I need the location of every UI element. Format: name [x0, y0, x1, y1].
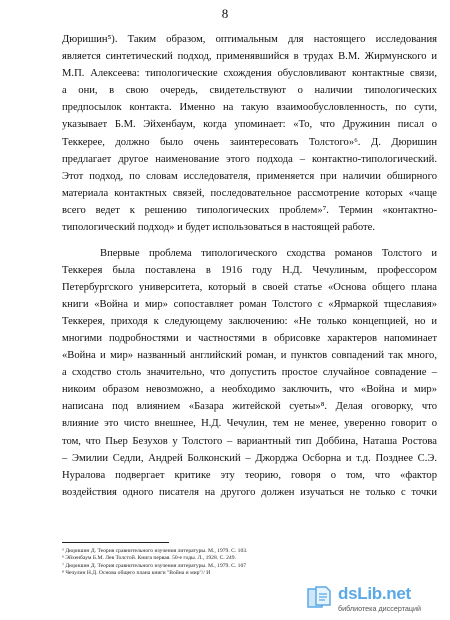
text-line: Нуралова подвергает критике эту теорию, говоря о том, что «фактор [62, 469, 437, 481]
text-line: воздействия одного писателя на другого должен изучаться не только с точки [62, 486, 437, 498]
footnote-divider [62, 542, 169, 543]
text-line: Теккерея, приходя к следующему заключению: «Не только концепцией, но и [62, 315, 437, 327]
paragraph-1 [62, 31, 437, 236]
text-line: Теккерея была поставлена в 1916 году Н.Д. Чечулиным, профессором [62, 264, 437, 276]
text-line: Петербургского университета, который в своей статье «Основа общего плана [62, 281, 437, 293]
footnotes [62, 548, 437, 578]
watermark-tagline: библиотека диссертаций [338, 604, 422, 613]
footnote: ⁵ Дюришин Д. Теория сравнительного изучения литературы. М., 1979. С. 103. [62, 548, 248, 554]
text-line: влияние это чисто внешнее, Н.Д. Чечулин, тем не менее, уверенно говорит о [62, 418, 437, 430]
page-number: 8 [221, 6, 229, 21]
text-line: Теккерее, должно было очень заинтересовать Толстого»⁶. Д. Дюришин [62, 136, 437, 148]
dslib-logo-icon [304, 585, 336, 611]
footnote: ⁷ Дюришин Д. Теория сравнительного изучения литературы. М., 1979. С. 107 [62, 562, 247, 569]
text-line: а они, в свою очередь, свидетельствуют о наличии типологических [62, 85, 437, 97]
text-line: является синтетический подход, применявшийся в трудах В.М. Жирмунского и [62, 51, 437, 63]
text-line: Дюришин⁵). Таким образом, оптимальным для настоящего исследования [62, 34, 437, 45]
document-body [62, 31, 437, 501]
text-line: Этот подход, по словам исследователя, применяется при наличии обширного [62, 170, 437, 182]
text-line: – Эмилии Седли, Андрей Болконский – Джорджа Осборна и т.д. Позднее С.Э. [62, 452, 437, 464]
footnote: ⁶ Эйхенбаум Б.М. Лев Толстой. Книга первая. 50-е годы. Л., 1928. С. 249. [62, 555, 236, 562]
text-line: М.П. Алексеева: типологические схождения обусловливают контактные связи, [62, 68, 437, 80]
text-line: никоим образом невозможно, а необходимо заключить, что «Война и мир» [62, 384, 437, 396]
text-line: указывает Б.М. Эйхенбаум, когда упоминает: «То, что Дружинин писал о [62, 119, 437, 131]
text-line: а сходство столь значительно, что допустить простое случайное совпадение – [62, 367, 437, 379]
text-line: том, что Пьер Безухов у Толстого – вариантный тип Доббина, Наташа Ростова [62, 435, 437, 447]
text-line: всего ведет к решению типологических проблем»⁷. Термин «контактно- [62, 204, 437, 216]
footnote: ⁸ Чечулин Н.Д. Основа общего плана книги "Война и мир"// И [62, 570, 211, 577]
text-line: «Война и мир» названный английский роман, и пунктов совпадений так много, [62, 350, 437, 362]
watermark [304, 583, 444, 615]
text-line: материала контактных связей, последовательное рассмотрение которых «чаще [62, 187, 437, 199]
text-line: Впервые проблема типологического сходства романов Толстого и [100, 247, 437, 259]
text-line: книги «Война и мир» сопоставляет роман Толстого с «Ярмаркой тщеславия» [62, 298, 437, 310]
text-line: предпосылок контакта. Именно на такую взаимообусловленность, по сути, [62, 102, 437, 114]
text-line: типологический подход» и будет использоваться в настоящей работе. [62, 222, 376, 234]
text-line: написана под влиянием «Базара житейской суеты»⁸. Делая оговорку, что [62, 401, 437, 413]
paragraph-2 [62, 245, 437, 501]
watermark-name: dsLib.net [338, 584, 411, 603]
text-line: предлагает другое наименование этого подхода – контактно-типологический. [62, 153, 437, 165]
text-line: многими подробностями и частностями в обрисовке характеров напоминает [62, 332, 437, 344]
